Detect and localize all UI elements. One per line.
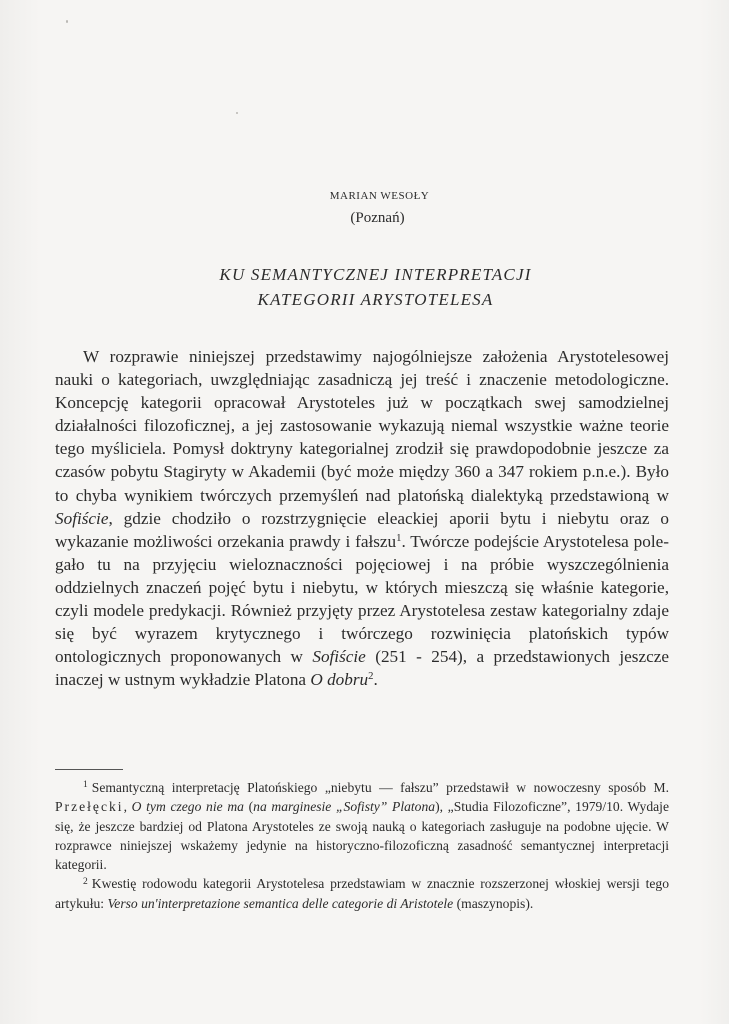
work-title-sofiscie: Sofiście — [55, 508, 109, 528]
scan-speck — [236, 112, 238, 114]
paragraph-1 — [55, 345, 669, 691]
text-run: Semantyczną interpretację Platońskiego „niebytu — fałszu” przedstawił w nowoczesny sposób M. — [91, 780, 669, 795]
scan-speck — [66, 20, 68, 23]
title-line-1: KU SEMANTYCZNEJ INTERPRETACJI — [219, 265, 532, 284]
text-run: W rozprawie niniejszej przedstawimy najogólniejsze założenia Arystotelesowej nauki o kategoriach, uwzględniając zasadniczą jej treść i znaczenie metodologiczne. Koncepcję kategorii opracował Arystoteles już w początkach swej samodzielnej działalności filozoficznej, a jej zastosowanie wykazują niemal wszystkie ważne teorie tego myśliciela. Pomysł doktryny kategorialnej zrodził się prawdopodobnie jeszcze za czasów pobytu Stagiryty w Akademii (być może między 360 a 347 rokiem p.n.e.). Było to chyba wynikiem twórczych przemyśleń nad platońską dialektyką przedstawioną w — [55, 347, 669, 505]
main-body — [55, 345, 669, 691]
work-title-o-dobru: O dobru — [310, 670, 369, 690]
work-title-sofiscie: Sofiście — [312, 647, 366, 667]
text-run: (251 - 254), a przedstawionych jeszcze inaczej w ustnym wykładzie Platona — [55, 647, 669, 690]
footnote-1 — [55, 778, 669, 874]
text-run: ( — [243, 799, 254, 815]
cited-subtitle: na marginesie „Sofisty” Platona — [253, 799, 436, 815]
title-line-2: KATEGORII ARYSTOTELESA — [257, 290, 494, 309]
cited-title: O tym czego nie ma — [131, 799, 244, 815]
author-name: MARIAN WESOŁY — [329, 190, 430, 202]
footnote-divider — [55, 769, 123, 770]
footnote-2 — [55, 874, 669, 913]
article-title — [0, 262, 729, 312]
footnote-ref-1[interactable]: 1 — [396, 532, 402, 544]
text-run: . — [373, 670, 378, 690]
text-run: Kwestię rodowodu kategorii Arystotelesa przedstawiam w znacznie rozszerzonej włoskiej wersji tego artykułu: — [55, 876, 669, 911]
footnote-number: 2 — [83, 876, 88, 887]
text-run: ), „Studia Filozoficzne”, 1979/10. Wydaje się, że jeszcze bardziej od Platona Arystoteles ze swoją nauką o kategoriach zasługuje na podobne ujęcie. W rozprawce niniejszej wskażemy jedynie na historyczno-filozoficzną zasadność semantycznej interpretacji kategorii. — [55, 799, 669, 873]
text-run: , gdzie chodziło o rozstrzygnięcie eleackiej aporii bytu i niebytu oraz o wykazanie możliwości orzekania prawdy i fałszu — [55, 508, 669, 551]
footnote-ref-2[interactable]: 2 — [368, 671, 374, 683]
footnotes — [55, 778, 669, 913]
text-run: , — [123, 799, 132, 815]
text-run: (maszynopis). — [453, 895, 534, 911]
text-run: . Twórcze podejście Arystotelesa polegało tu na przyjęciu wieloznaczności pojęciowej i na próbie wyszczególnienia oddzielnych znaczeń pojęć bytu i niebytu, w których mieszczą się właśnie kategorie, czyli modele predykacji. Również przyjęty przez Arystotelesa zestaw kategorialny zdaje się być wyrazem krytycznego i twórczego rozwinięcia platońskich typów ontologicznych proponowanych w — [55, 531, 669, 667]
footnote-number: 1 — [83, 780, 88, 791]
cited-title: Verso un'interpretazione semantica delle categorie di Aristotele — [107, 895, 454, 911]
author-affiliation: (Poznań) — [350, 210, 405, 226]
cited-author: Przełęcki — [55, 799, 124, 815]
